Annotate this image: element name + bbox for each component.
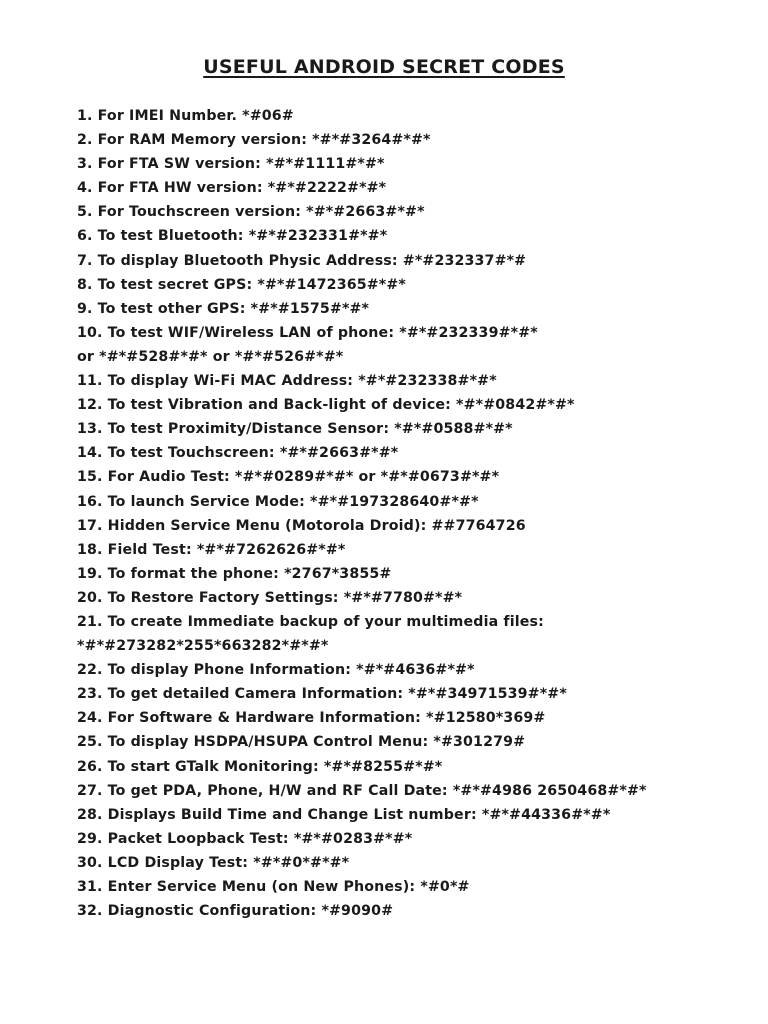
list-item: 19. To format the phone: *2767*3855# (77, 565, 392, 582)
list-item: 12. To test Vibration and Back-light of device: *#*#0842#*#* (77, 397, 575, 414)
list-item: 3. For FTA SW version: *#*#1111#*#* (77, 156, 385, 173)
list-item: 22. To display Phone Information: *#*#4636#*#* (77, 662, 475, 679)
list-item: 17. Hidden Service Menu (Motorola Droid): ##7764726 (77, 517, 526, 534)
list-item: 23. To get detailed Camera Information: *#*#34971539#*#* (77, 686, 567, 703)
list-item: 6. To test Bluetooth: *#*#232331#*#* (77, 228, 388, 245)
list-item: 4. For FTA HW version: *#*#2222#*#* (77, 180, 387, 197)
list-item: 30. LCD Display Test: *#*#0*#*#* (77, 854, 350, 871)
list-item: 5. For Touchscreen version: *#*#2663#*#* (77, 204, 425, 221)
list-item: 9. To test other GPS: *#*#1575#*#* (77, 300, 370, 317)
list-item: 20. To Restore Factory Settings: *#*#7780#*#* (77, 589, 463, 606)
list-item: 11. To display Wi-Fi MAC Address: *#*#232338#*#* (77, 373, 497, 390)
list-item: 1. For IMEI Number. *#06# (77, 108, 294, 124)
list-item: 14. To test Touchscreen: *#*#2663#*#* (77, 445, 399, 462)
list-item: or *#*#528#*#* or *#*#526#*#* (77, 348, 344, 365)
list-item: 21. To create Immediate backup of your multimedia files: (77, 613, 544, 630)
list-item: 25. To display HSDPA/HSUPA Control Menu: *#301279# (77, 734, 526, 751)
list-item: 13. To test Proximity/Distance Sensor: *#*#0588#*#* (77, 421, 513, 438)
list-item: 16. To launch Service Mode: *#*#197328640#*#* (77, 493, 479, 510)
list-item: *#*#273282*255*663282*#*#* (77, 638, 329, 655)
list-item: 8. To test secret GPS: *#*#1472365#*#* (77, 276, 406, 293)
list-item: 27. To get PDA, Phone, H/W and RF Call Date: *#*#4986 2650468#*#* (77, 782, 647, 799)
list-item: 31. Enter Service Menu (on New Phones): *#0*# (77, 879, 470, 895)
list-item: 26. To start GTalk Monitoring: *#*#8255#*#* (77, 758, 443, 775)
list-item: 28. Displays Build Time and Change List number: *#*#44336#*#* (77, 806, 611, 823)
secret-codes-list (77, 104, 757, 923)
document-title-text: USEFUL ANDROID SECRET CODES (203, 56, 565, 78)
list-item: 32. Diagnostic Configuration: *#9090# (77, 903, 394, 920)
list-item: 2. For RAM Memory version: *#*#3264#*#* (77, 132, 431, 149)
list-item: 10. To test WIF/Wireless LAN of phone: *#*#232339#*#* (77, 324, 538, 341)
list-item: 29. Packet Loopback Test: *#*#0283#*#* (77, 830, 413, 847)
document-title (0, 56, 768, 78)
list-item: 15. For Audio Test: *#*#0289#*#* or *#*#0673#*#* (77, 469, 500, 486)
list-item: 18. Field Test: *#*#7262626#*#* (77, 541, 346, 558)
list-item: 24. For Software & Hardware Information: *#12580*369# (77, 710, 546, 727)
list-item: 7. To display Bluetooth Physic Address: #*#232337#*# (77, 252, 527, 269)
